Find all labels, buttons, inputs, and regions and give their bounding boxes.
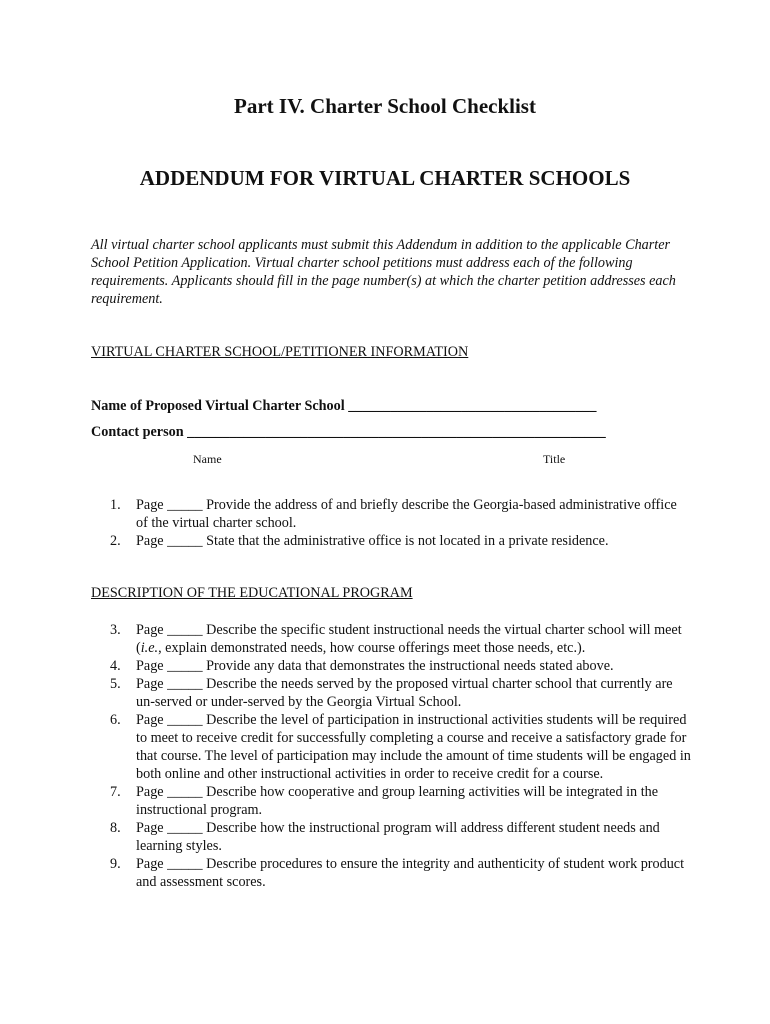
page-blank[interactable]: Page _____ bbox=[136, 658, 207, 674]
item-text-before: Describe the specific student instructional needs the virtual charter school will meet ( bbox=[136, 622, 682, 656]
item-text: Provide the address of and briefly describe the Georgia-based administrative office of the virtual charter school. bbox=[136, 497, 677, 531]
item-text: Describe the needs served by the proposed virtual charter school that currently are un-served or under-served by the Georgia Virtual School. bbox=[136, 676, 673, 710]
page-blank[interactable]: Page _____ bbox=[136, 622, 207, 638]
checklist-item bbox=[91, 675, 691, 711]
item-number: 2. bbox=[110, 533, 121, 549]
contact-person-label: Contact person bbox=[91, 424, 184, 440]
checklist-item bbox=[91, 711, 691, 783]
page-blank[interactable]: Page _____ bbox=[136, 533, 207, 549]
item-text: Describe the level of participation in instructional activities students will be required to meet to receive credit for successfully completing a course and receive a satisfactory grade for that course. The level of participation may include the amount of time students will be engaged in both online and other instructional activities in order to receive credit for a course. bbox=[136, 712, 691, 782]
checklist-item bbox=[91, 621, 691, 657]
checklist-group-2 bbox=[91, 621, 691, 891]
item-text-italic: i.e. bbox=[140, 640, 159, 656]
item-text: State that the administrative office is not located in a private residence. bbox=[206, 533, 609, 549]
name-caption: Name bbox=[193, 452, 222, 466]
item-number: 5. bbox=[110, 676, 121, 692]
page-blank[interactable]: Page _____ bbox=[136, 856, 207, 872]
item-text: Describe how the instructional program will address different student needs and learning styles. bbox=[136, 820, 660, 854]
page-blank[interactable]: Page _____ bbox=[136, 784, 207, 800]
school-name-field[interactable] bbox=[91, 398, 596, 415]
page-blank[interactable]: Page _____ bbox=[136, 676, 207, 692]
checklist-group-1 bbox=[91, 496, 691, 550]
item-number: 4. bbox=[110, 658, 121, 674]
page-title: Part IV. Charter School Checklist bbox=[234, 94, 536, 118]
checklist-item bbox=[91, 657, 691, 675]
section-heading-program: DESCRIPTION OF THE EDUCATIONAL PROGRAM bbox=[91, 585, 413, 601]
page-blank[interactable]: Page _____ bbox=[136, 712, 207, 728]
item-number: 3. bbox=[110, 622, 121, 638]
checklist-item bbox=[91, 532, 691, 550]
item-text-after: , explain demonstrated needs, how course offerings meet those needs, etc.). bbox=[158, 640, 586, 656]
checklist-item bbox=[91, 855, 691, 891]
item-text: Describe how cooperative and group learning activities will be integrated in the instructional program. bbox=[136, 784, 659, 818]
checklist-item bbox=[91, 496, 691, 532]
item-number: 7. bbox=[110, 784, 121, 800]
page-blank[interactable]: Page _____ bbox=[136, 820, 207, 836]
school-name-blank[interactable]: ___________________________________ bbox=[348, 398, 597, 414]
title-caption: Title bbox=[543, 452, 566, 466]
school-name-label: Name of Proposed Virtual Charter School bbox=[91, 398, 345, 414]
contact-person-field[interactable] bbox=[91, 424, 606, 441]
section-heading-petitioner: VIRTUAL CHARTER SCHOOL/PETITIONER INFORMATION bbox=[91, 344, 469, 360]
page-blank[interactable]: Page _____ bbox=[136, 497, 207, 513]
contact-person-blank[interactable]: ___________________________________________________________ bbox=[187, 424, 606, 440]
checklist-item bbox=[91, 783, 691, 819]
checklist-item bbox=[91, 819, 691, 855]
intro-paragraph: All virtual charter school applicants must submit this Addendum in addition to the applicable Charter School Petition Application. Virtual charter school petitions must address each of the following requirements. Applicants should fill in the page number(s) at which the charter petition addresses each requirement. bbox=[91, 237, 676, 307]
item-text: Provide any data that demonstrates the instructional needs stated above. bbox=[206, 658, 614, 674]
item-text: Describe procedures to ensure the integrity and authenticity of student work product and assessment scores. bbox=[136, 856, 685, 890]
page-subtitle: ADDENDUM FOR VIRTUAL CHARTER SCHOOLS bbox=[139, 166, 631, 190]
item-number: 1. bbox=[110, 497, 121, 513]
item-number: 9. bbox=[110, 856, 121, 872]
item-number: 6. bbox=[110, 712, 121, 728]
item-number: 8. bbox=[110, 820, 121, 836]
